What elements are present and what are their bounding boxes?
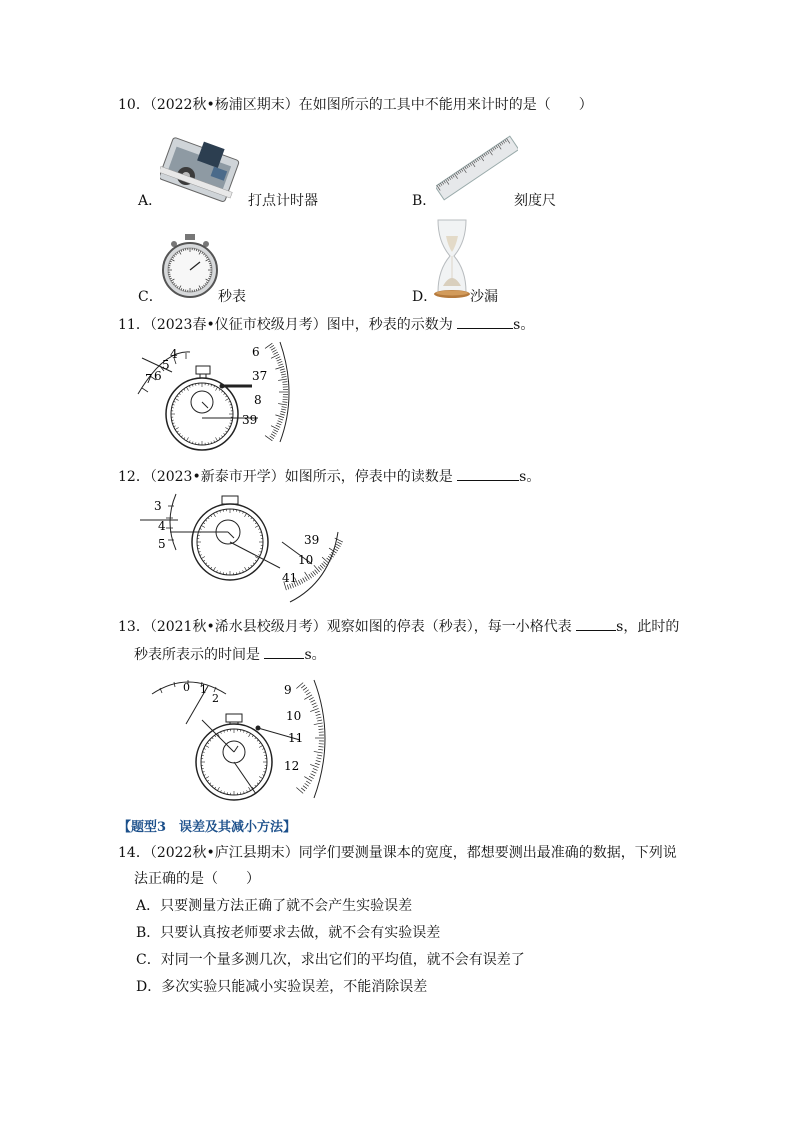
answer-blank-11[interactable] <box>457 316 513 329</box>
ticker-timer-image <box>160 132 240 212</box>
option-c-caption: 秒表 <box>218 289 246 305</box>
q13-second-tick-10: 10 <box>286 709 302 723</box>
answer-blank-13a[interactable] <box>576 618 616 631</box>
question-13-unit-2: s。 <box>304 647 326 663</box>
option-a-letter: A． <box>138 193 163 209</box>
question-13-text-2: 秒表所表示的时间是 <box>134 647 260 663</box>
q12-second-tick-10: 10 <box>298 553 314 567</box>
question-11-text: 11．（2023春•仪征市校级月考）图中，秒表的示数为 <box>118 317 453 333</box>
q13-second-tick-12: 12 <box>284 759 300 773</box>
question-11-unit: s。 <box>513 317 535 333</box>
answer-blank-13b[interactable] <box>264 646 304 659</box>
q11-second-tick-37: 37 <box>252 369 268 383</box>
question-10-stem: 10．（2022秋•杨浦区期末）在如图所示的工具中不能用来计时的是（ ） <box>118 97 593 113</box>
q11-minute-tick-4: 4 <box>170 347 178 361</box>
question-13-text: 13．（2021秋•浠水县校级月考）观察如图的停表（秒表），每一小格代表 <box>118 619 572 635</box>
question-14-line-1: 14．（2022秋•庐江县期末）同学们要测量课本的宽度，都想要测出最准确的数据，下列说 <box>118 845 677 861</box>
stopwatch-diagram-11 <box>134 338 294 462</box>
answer-blank-12[interactable] <box>457 468 519 481</box>
question-12-text: 12．（2023•新泰市开学）如图所示，停表中的读数是 <box>118 469 453 485</box>
q11-minute-tick-7: 7 <box>145 372 153 386</box>
q11-minute-tick-5: 5 <box>162 358 170 372</box>
stopwatch-diagram-13 <box>150 674 330 806</box>
question-12-unit: s。 <box>519 469 541 485</box>
q12-second-tick-39: 39 <box>304 533 320 547</box>
q11-second-tick-39: 39 <box>242 413 258 427</box>
question-14-line-2: 法正确的是（ ） <box>134 871 260 887</box>
q13-minute-tick-0: 0 <box>183 681 190 694</box>
q12-minute-tick-3: 3 <box>154 499 162 513</box>
stopwatch-image <box>160 232 220 304</box>
question-13-line-1 <box>118 618 679 636</box>
option-d-letter: D． <box>412 289 438 305</box>
q13-second-tick-9: 9 <box>284 683 292 697</box>
q14-option-a[interactable]: A．只要测量方法正确了就不会产生实验误差 <box>136 898 413 914</box>
q12-minute-tick-4: 4 <box>158 519 166 533</box>
q13-minute-tick-1: 1 <box>200 683 207 696</box>
option-d-caption: 沙漏 <box>470 289 498 305</box>
q14-option-c[interactable]: C．对同一个量多测几次，求出它们的平均值，就不会有误差了 <box>136 952 525 968</box>
question-12-stem <box>118 468 540 486</box>
question-11-stem <box>118 316 534 334</box>
q11-second-tick-6: 6 <box>252 345 260 359</box>
stopwatch-diagram-12 <box>140 492 346 608</box>
q12-second-tick-41: 41 <box>282 571 298 585</box>
q14-option-b[interactable]: B．只要认真按老师要求去做，就不会有实验误差 <box>136 925 441 941</box>
option-c-letter: C． <box>138 289 163 305</box>
q11-minute-tick-6: 6 <box>154 369 162 383</box>
option-b-letter: B． <box>412 193 437 209</box>
q11-second-tick-8: 8 <box>254 393 262 407</box>
q14-option-d[interactable]: D．多次实验只能减小实验误差，不能消除误差 <box>136 979 428 995</box>
q13-second-tick-11: 11 <box>288 731 304 745</box>
ruler-image <box>436 132 518 208</box>
option-a-caption: 打点计时器 <box>248 193 318 209</box>
hourglass-image <box>432 216 472 304</box>
question-13-line-2 <box>134 646 326 664</box>
q13-minute-tick-2: 2 <box>212 692 219 705</box>
question-13-unit-1: s，此时的 <box>616 619 680 635</box>
option-b-caption: 刻度尺 <box>514 193 556 209</box>
section-heading: 【题型3 误差及其减小方法】 <box>118 820 297 835</box>
q12-minute-tick-5: 5 <box>158 537 166 551</box>
